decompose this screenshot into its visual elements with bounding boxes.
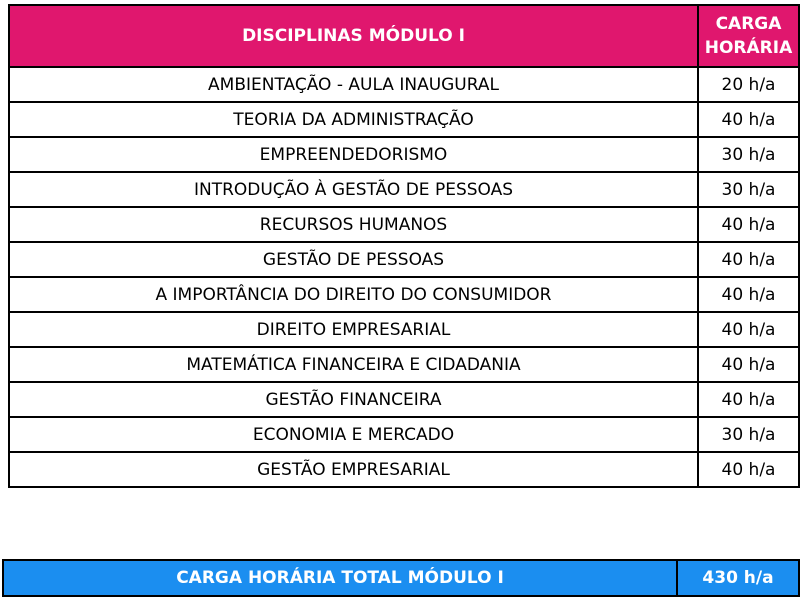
discipline-cell: EMPREENDEDORISMO (9, 137, 698, 172)
header-hours (698, 5, 799, 67)
header-hours-line2: HORÁRIA (704, 38, 793, 58)
hours-cell: 40 h/a (698, 312, 799, 347)
table-row (9, 347, 799, 382)
discipline-cell: A IMPORTÂNCIA DO DIREITO DO CONSUMIDOR (9, 277, 698, 312)
table-row (9, 452, 799, 487)
table-row (9, 417, 799, 452)
disciplines-table (8, 4, 800, 488)
total-row (3, 560, 799, 596)
hours-cell: 40 h/a (698, 452, 799, 487)
hours-cell: 40 h/a (698, 207, 799, 242)
discipline-cell: INTRODUÇÃO À GESTÃO DE PESSOAS (9, 172, 698, 207)
discipline-cell: GESTÃO FINANCEIRA (9, 382, 698, 417)
hours-cell: 20 h/a (698, 67, 799, 102)
header-disciplines: DISCIPLINAS MÓDULO I (9, 5, 698, 67)
total-label: CARGA HORÁRIA TOTAL MÓDULO I (3, 560, 677, 596)
hours-cell: 40 h/a (698, 382, 799, 417)
discipline-cell: RECURSOS HUMANOS (9, 207, 698, 242)
table-row (9, 67, 799, 102)
discipline-cell: TEORIA DA ADMINISTRAÇÃO (9, 102, 698, 137)
header-hours-line1: CARGA (715, 14, 782, 34)
table-row (9, 207, 799, 242)
hours-cell: 40 h/a (698, 277, 799, 312)
table-row (9, 312, 799, 347)
hours-cell: 40 h/a (698, 242, 799, 277)
table-row (9, 102, 799, 137)
discipline-cell: DIREITO EMPRESARIAL (9, 312, 698, 347)
hours-cell: 30 h/a (698, 137, 799, 172)
table-row (9, 172, 799, 207)
total-value: 430 h/a (677, 560, 799, 596)
discipline-cell: GESTÃO EMPRESARIAL (9, 452, 698, 487)
hours-cell: 40 h/a (698, 102, 799, 137)
discipline-cell: ECONOMIA E MERCADO (9, 417, 698, 452)
hours-cell: 30 h/a (698, 172, 799, 207)
table-header-row (9, 5, 799, 67)
discipline-cell: MATEMÁTICA FINANCEIRA E CIDADANIA (9, 347, 698, 382)
hours-cell: 30 h/a (698, 417, 799, 452)
table-row (9, 382, 799, 417)
table-row (9, 277, 799, 312)
discipline-cell: AMBIENTAÇÃO - AULA INAUGURAL (9, 67, 698, 102)
table-row (9, 242, 799, 277)
table-row (9, 137, 799, 172)
discipline-cell: GESTÃO DE PESSOAS (9, 242, 698, 277)
total-table (2, 559, 800, 597)
hours-cell: 40 h/a (698, 347, 799, 382)
